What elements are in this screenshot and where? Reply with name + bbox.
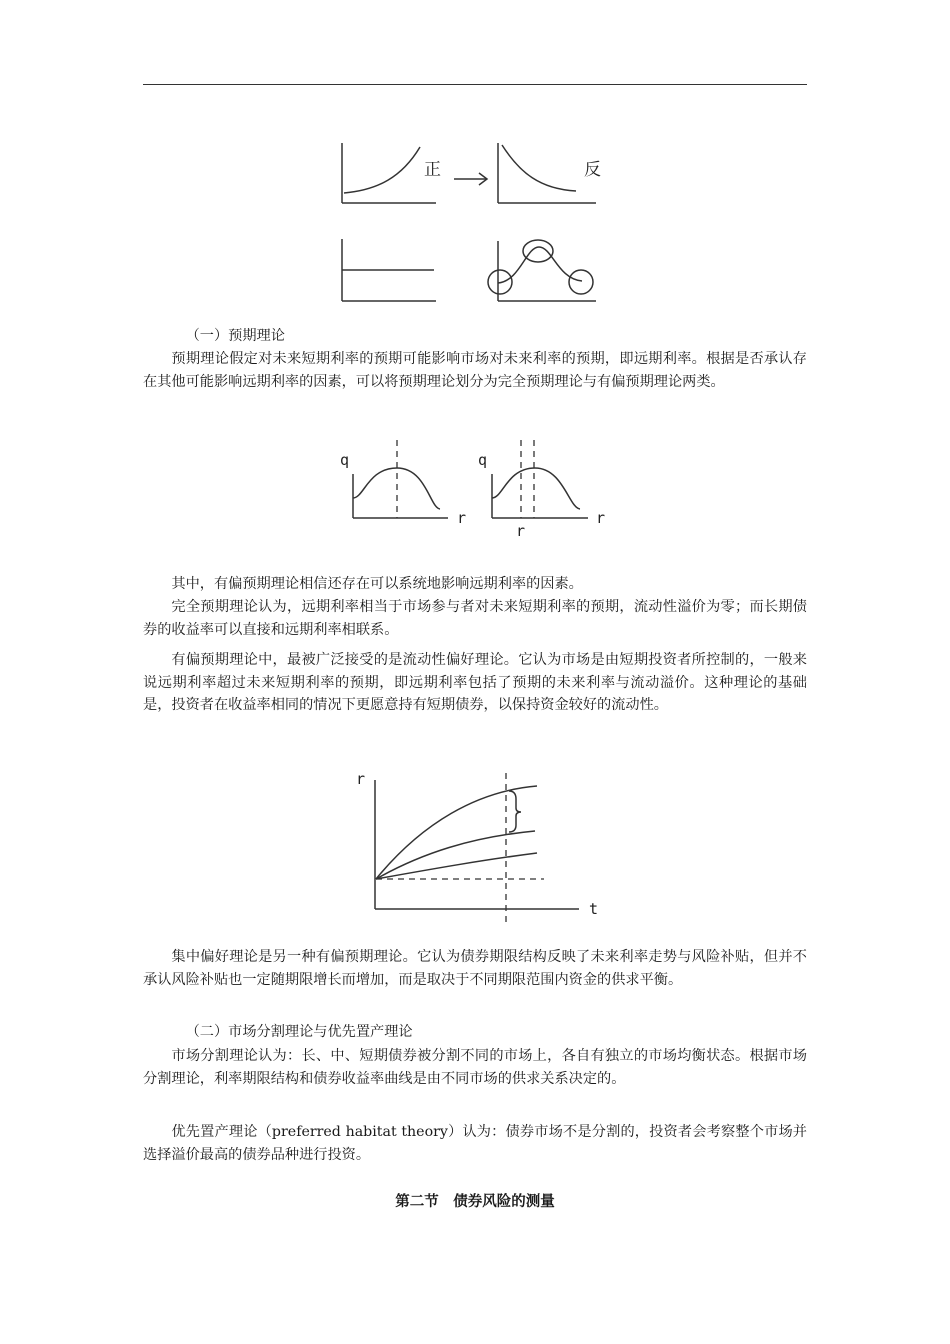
paragraph: 完全预期理论认为，远期利率相当于市场参与者对未来短期利率的预期，流动性溢价为零；而长期债券的收益率可以直接和远期利率相联系。 xyxy=(143,599,807,638)
premium-brace xyxy=(509,791,521,832)
downward-curve-panel xyxy=(498,143,601,203)
header-rule xyxy=(143,84,807,85)
section-title: 第二节 债券风险的测量 xyxy=(395,1193,555,1210)
peak-circle xyxy=(523,240,553,262)
arrow-right-icon xyxy=(454,173,487,185)
y-axis-label: r xyxy=(356,770,366,788)
upward-sloping-curve xyxy=(344,147,420,193)
positive-label: 正 xyxy=(424,160,441,180)
yield-curve-shapes-figure xyxy=(330,135,610,310)
inverse-label: 反 xyxy=(584,160,601,180)
paragraph: 集中偏好理论是另一种有偏预期理论。它认为债券期限结构反映了未来利率走势与风险补贴，但并不承认风险补贴也一定随期限增长而增加，而是取决于不同期限范围内资金的供求平衡。 xyxy=(143,949,807,988)
upward-curve-panel xyxy=(342,143,441,203)
right-circle xyxy=(569,270,593,294)
bell-curve xyxy=(492,468,580,509)
paragraph: 市场分割理论认为：长、中、短期债券被分割不同的市场上，各自有独立的市场均衡状态。根据市场分割理论，利率期限结构和债券收益率曲线是由不同市场的供求关系决定的。 xyxy=(143,1048,807,1087)
y-axis-label: q xyxy=(340,451,350,469)
paragraph: 优先置产理论（preferred habitat theory）认为：债券市场不是分割的，投资者会考察整个市场并选择溢价最高的债券品种进行投资。 xyxy=(143,1124,807,1163)
paragraph: 其中，有偏预期理论相信还存在可以系统地影响远期利率的因素。 xyxy=(171,576,583,592)
r-marker-label: r xyxy=(516,522,526,540)
humped-curve-panel xyxy=(488,240,596,301)
left-distribution-panel xyxy=(340,440,466,527)
liquidity-preference-figure xyxy=(352,765,607,927)
expectation-distribution-figure xyxy=(330,438,615,543)
downward-sloping-curve xyxy=(502,145,576,191)
x-axis-label: r xyxy=(457,509,467,527)
right-distribution-panel xyxy=(478,440,605,540)
paragraph: 预期理论假定对未来短期利率的预期可能影响市场对未来利率的预期，即远期利率。根据是否承认存在其他可能影响远期利率的因素，可以将预期理论划分为完全预期理论与有偏预期理论两类。 xyxy=(143,351,807,390)
x-axis-label: t xyxy=(589,900,599,918)
flat-curve-panel xyxy=(342,239,436,301)
heading-expectations-theory: （一）预期理论 xyxy=(185,328,285,344)
heading-market-segmentation: （二）市场分割理论与优先置产理论 xyxy=(185,1024,413,1040)
paragraph: 有偏预期理论中，最被广泛接受的是流动性偏好理论。它认为市场是由短期投资者所控制的，一般来说远期利率超过未来短期利率的预期，即远期利率包括了预期的未来利率与流动溢价。这种理论的基础是，投资者在收益率相同的情况下更愿意持有短期债券，以保持资金较好的流动性。 xyxy=(143,652,807,713)
middle-curve xyxy=(376,831,535,879)
x-axis-label: r xyxy=(596,509,606,527)
y-axis-label: q xyxy=(478,451,488,469)
